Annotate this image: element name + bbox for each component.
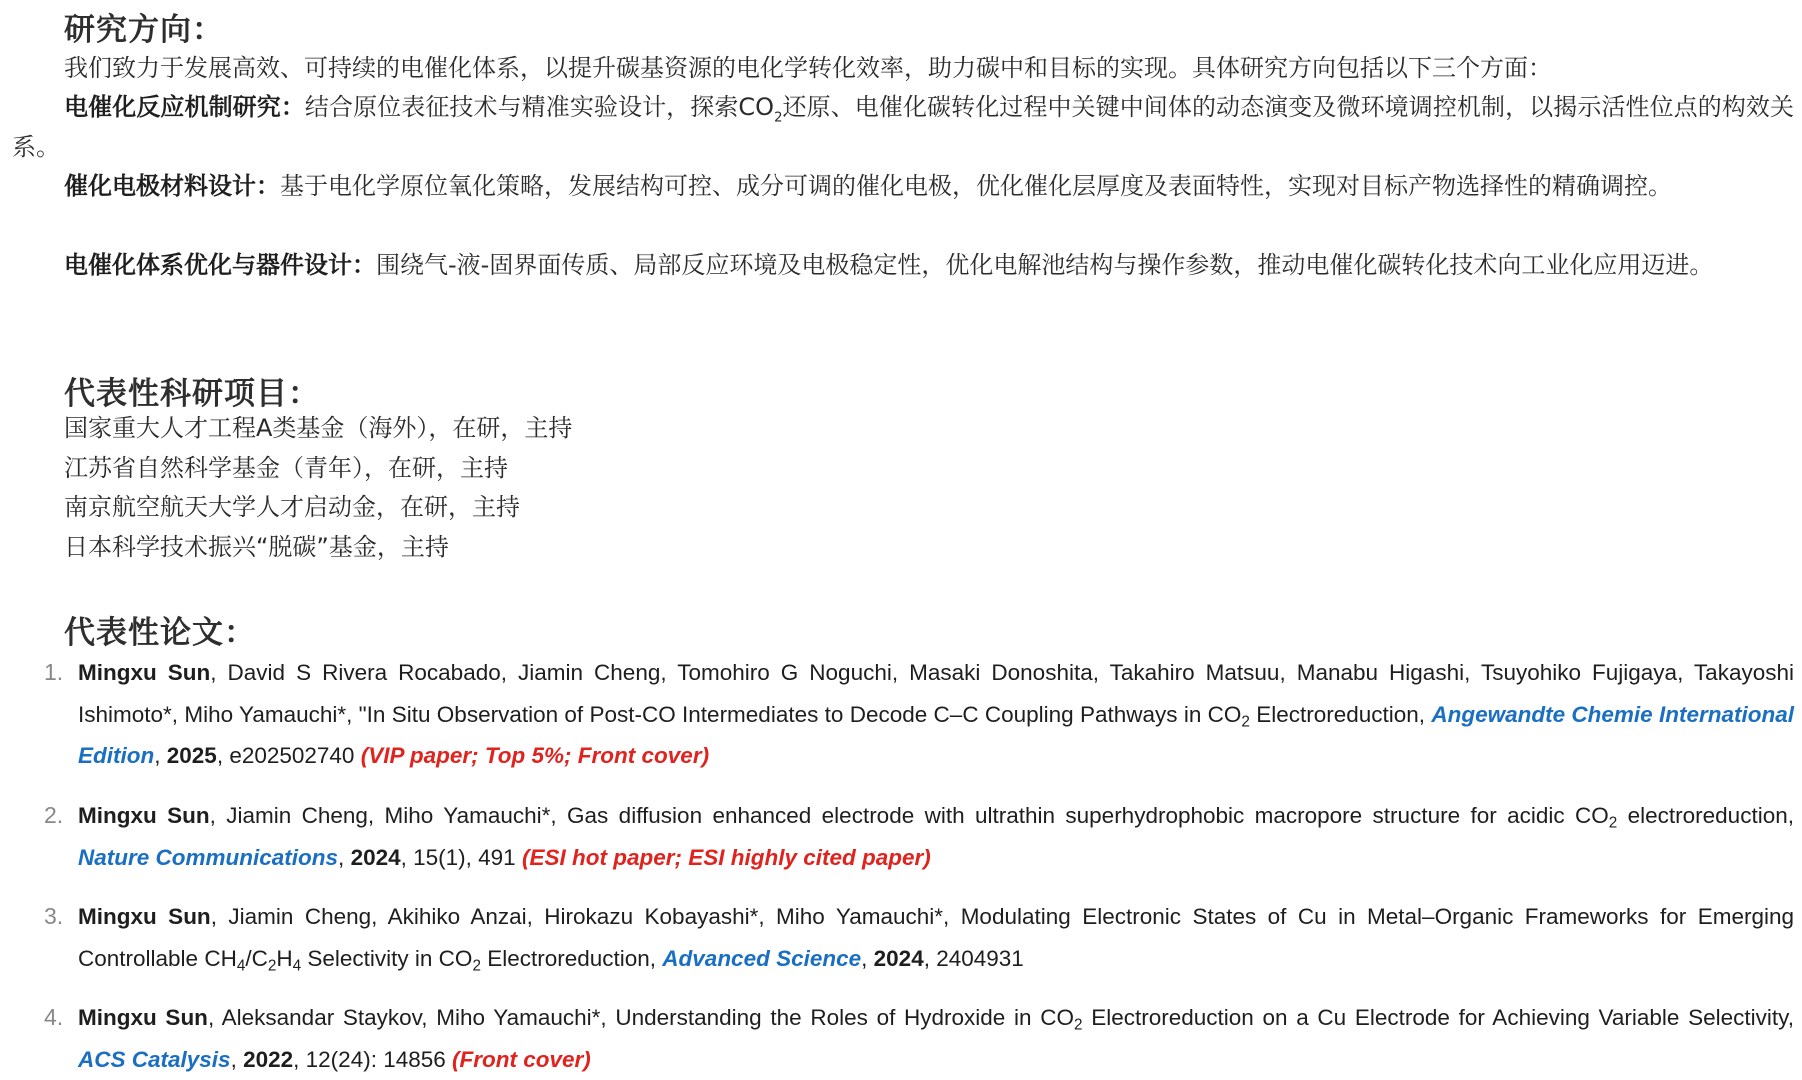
journal-link[interactable]: Advanced Science xyxy=(662,945,862,971)
research-item-title: 电催化体系优化与器件设计： xyxy=(64,251,376,279)
research-item-title: 电催化反应机制研究： xyxy=(64,93,305,121)
project-item: 国家重大人才工程A类基金（海外），在研，主持 xyxy=(64,414,573,442)
journal-link[interactable]: Nature Communications xyxy=(78,844,339,870)
paper-highlight: (VIP paper; Top 5%; Front cover) xyxy=(360,743,710,768)
paper-item-3 xyxy=(40,896,1794,979)
paper-year: 2025 xyxy=(166,743,217,768)
project-item: 南京航空航天大学人才启动金，在研，主持 xyxy=(64,493,520,521)
journal-link[interactable]: Angewandte Chemie International Edition xyxy=(78,701,1794,768)
paper-number: 1. xyxy=(44,659,64,685)
paper-lead-author: Mingxu Sun xyxy=(78,1005,208,1030)
project-item: 江苏省自然科学基金（青年），在研，主持 xyxy=(64,453,508,482)
paper-citation: Mingxu Sun, Aleksandar Staykov, Miho Yamauchi*, Understanding the Roles of Hydroxide in $CO_2$ Electroreduction on a Cu Electrode for Achieving Variable Selectivity, ACS Catalysis, 2022, 12(24): 14856 (Front cover) xyxy=(78,1005,1794,1072)
paper-item-1 xyxy=(40,652,1794,777)
research-item-mechanism: 电催化反应机制研究：结合原位表征技术与精准实验设计，探索$CO_2$还原、电催化碳转化过程中关键中间体的动态演变及微环境调控机制，以揭示活性位点的构效关系。 xyxy=(12,93,1794,161)
paper-highlight: (Front cover) xyxy=(452,1046,591,1072)
research-heading: 研究方向： xyxy=(64,12,224,48)
projects-list xyxy=(64,409,572,567)
paper-item-4 xyxy=(40,997,1794,1080)
paper-citation: Mingxu Sun, Jiamin Cheng, Akihiko Anzai, Hirokazu Kobayashi*, Miho Yamauchi*, Modulating Electronic States of Cu in Metal–Organic Frameworks for Emerging Controllable $CH_4/C_2H_4$ Selectivity in $CO_2$ Electroreduction, Advanced Science, 2024, 2404931 xyxy=(78,904,1794,975)
paper-year: 2024 xyxy=(873,945,924,971)
paper-number: 4. xyxy=(44,1004,64,1030)
paper-highlight: (ESI hot paper; ESI highly cited paper) xyxy=(521,844,931,870)
paper-number: 3. xyxy=(44,903,64,929)
paper-item-2 xyxy=(40,795,1794,878)
paper-number: 2. xyxy=(44,802,64,828)
paper-citation: Mingxu Sun, Jiamin Cheng, Miho Yamauchi*, Gas diffusion enhanced electrode with ultrathin superhydrophobic macropore structure for acidic $CO_2$ electroreduction, Nature Communications, 2024, 15(1), 491 (ESI hot paper; ESI highly cited paper) xyxy=(78,803,1794,870)
project-item: 日本科学技术振兴“脱碳”基金，主持 xyxy=(64,532,449,561)
research-item-electrode: 催化电极材料设计：基于电化学原位氧化策略，发展结构可控、成分可调的催化电极，优化催化层厚度及表面特性，实现对目标产物选择性的精确调控。 xyxy=(64,172,1672,200)
paper-citation: Mingxu Sun, David S Rivera Rocabado, Jiamin Cheng, Tomohiro G Noguchi, Masaki Donoshita, Takahiro Matsuu, Manabu Higashi, Tsuyohiko Fujigaya, Takayoshi Ishimoto*, Miho Yamauchi*, "In Situ Observation of Post-CO Intermediates to Decode C–C Coupling Pathways in $CO_2$ Electroreduction, Angewandte Chemie International Edition, 2025, e202502740 (VIP paper; Top 5%; Front cover) xyxy=(78,660,1794,768)
paper-lead-author: Mingxu Sun xyxy=(78,803,210,828)
research-item-title: 催化电极材料设计： xyxy=(64,172,280,200)
paper-year: 2022 xyxy=(243,1046,294,1072)
paper-lead-author: Mingxu Sun xyxy=(78,660,211,685)
projects-heading: 代表性科研项目： xyxy=(64,376,320,412)
paper-year: 2024 xyxy=(350,844,401,870)
journal-link[interactable]: ACS Catalysis xyxy=(78,1046,231,1072)
research-item-system: 电催化体系优化与器件设计：围绕气-液-固界面传质、局部反应环境及电极稳定性，优化电解池结构与操作参数，推动电催化碳转化技术向工业化应用迈进。 xyxy=(64,251,1714,279)
paper-lead-author: Mingxu Sun xyxy=(78,904,211,929)
papers-heading: 代表性论文： xyxy=(64,615,256,651)
research-intro: 我们致力于发展高效、可持续的电催化体系，以提升碳基资源的电化学转化效率，助力碳中和目标的实现。具体研究方向包括以下三个方面： xyxy=(64,54,1552,82)
